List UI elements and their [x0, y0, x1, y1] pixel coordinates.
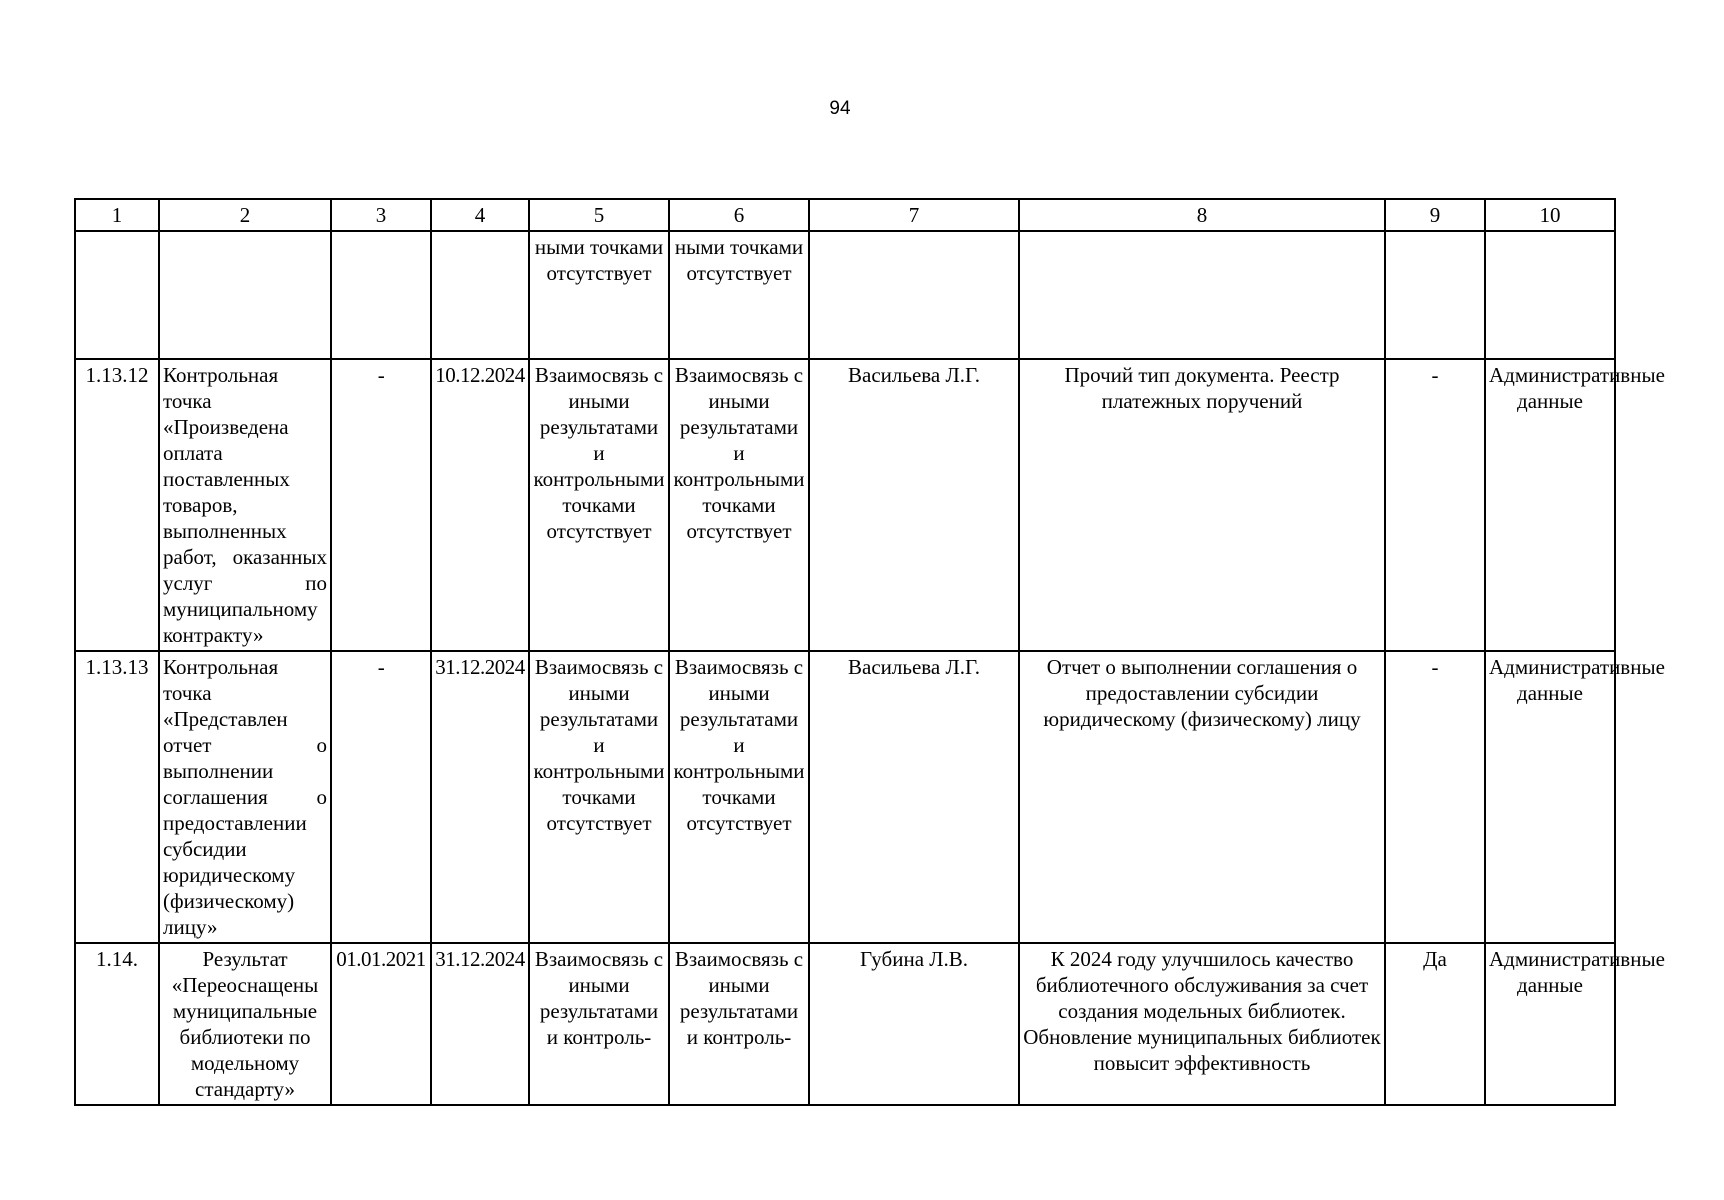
flag-cell: -	[1385, 359, 1485, 651]
flag-cell: -	[1385, 651, 1485, 943]
responsible-cell: Васильева Л.Г.	[809, 651, 1019, 943]
responsible-cell: Губина Л.В.	[809, 943, 1019, 1105]
column-header: 9	[1385, 199, 1485, 231]
end-date-cell: 31.12.2024	[431, 651, 529, 943]
end-date-cell: 31.12.2024	[431, 943, 529, 1105]
flag-cell: Да	[1385, 943, 1485, 1105]
name-cell: Контрольная точка «Представлен отчет о выполнении соглашения о предоставлении субсидии юридическому (физическому) лицу»	[159, 651, 331, 943]
end-date-cell	[431, 231, 529, 359]
column-header: 10	[1485, 199, 1615, 231]
document-cell: К 2024 году улучшилось качество библиотечного обслуживания за счет создания модельных библиотек. Обновление муниципальных библиотек повысит эффективность	[1019, 943, 1385, 1105]
column-header: 6	[669, 199, 809, 231]
document-cell: Отчет о выполнении соглашения о предоставлении субсидии юридическому (физическому) лицу	[1019, 651, 1385, 943]
column-header: 8	[1019, 199, 1385, 231]
table-row	[75, 943, 1615, 1105]
start-date-cell: -	[331, 651, 431, 943]
row-number-cell: 1.13.13	[75, 651, 159, 943]
name-cell	[159, 231, 331, 359]
successor-cell: Взаимосвязь с иными результатами и контроль-	[669, 943, 809, 1105]
start-date-cell	[331, 231, 431, 359]
source-cell: Административные данные	[1485, 359, 1615, 651]
source-cell: Административные данные	[1485, 943, 1615, 1105]
successor-cell: Взаимосвязь с иными результатами и контрольными точками отсутствует	[669, 651, 809, 943]
column-header: 5	[529, 199, 669, 231]
start-date-cell: 01.01.2021	[331, 943, 431, 1105]
predecessor-cell: Взаимосвязь с иными результатами и контрольными точками отсутствует	[529, 651, 669, 943]
table-row	[75, 359, 1615, 651]
header-row	[75, 199, 1615, 231]
column-header: 7	[809, 199, 1019, 231]
row-number-cell	[75, 231, 159, 359]
page-number: 94	[829, 98, 851, 119]
table-row	[75, 231, 1615, 359]
predecessor-cell: Взаимосвязь с иными результатами и контрольными точками отсутствует	[529, 359, 669, 651]
row-number-cell: 1.13.12	[75, 359, 159, 651]
responsible-cell	[809, 231, 1019, 359]
column-header: 4	[431, 199, 529, 231]
column-header: 3	[331, 199, 431, 231]
flag-cell	[1385, 231, 1485, 359]
predecessor-cell: Взаимосвязь с иными результатами и контроль-	[529, 943, 669, 1105]
end-date-cell: 10.12.2024	[431, 359, 529, 651]
name-cell: Результат «Переоснащены муниципальные библиотеки по модельному стандарту»	[159, 943, 331, 1105]
predecessor-cell: ными точками отсутствует	[529, 231, 669, 359]
start-date-cell: -	[331, 359, 431, 651]
document-cell: Прочий тип документа. Реестр платежных поручений	[1019, 359, 1385, 651]
responsible-cell: Васильева Л.Г.	[809, 359, 1019, 651]
successor-cell: ными точками отсутствует	[669, 231, 809, 359]
results-table	[74, 198, 1665, 1106]
column-header: 2	[159, 199, 331, 231]
column-header: 1	[75, 199, 159, 231]
source-cell: Административные данные	[1485, 651, 1615, 943]
name-cell: Контрольная точка «Произведена оплата поставленных товаров, выполненных работ, оказанных услуг по муниципальному контракту»	[159, 359, 331, 651]
successor-cell: Взаимосвязь с иными результатами и контрольными точками отсутствует	[669, 359, 809, 651]
row-number-cell: 1.14.	[75, 943, 159, 1105]
table-row	[75, 651, 1615, 943]
source-cell	[1485, 231, 1615, 359]
document-cell	[1019, 231, 1385, 359]
